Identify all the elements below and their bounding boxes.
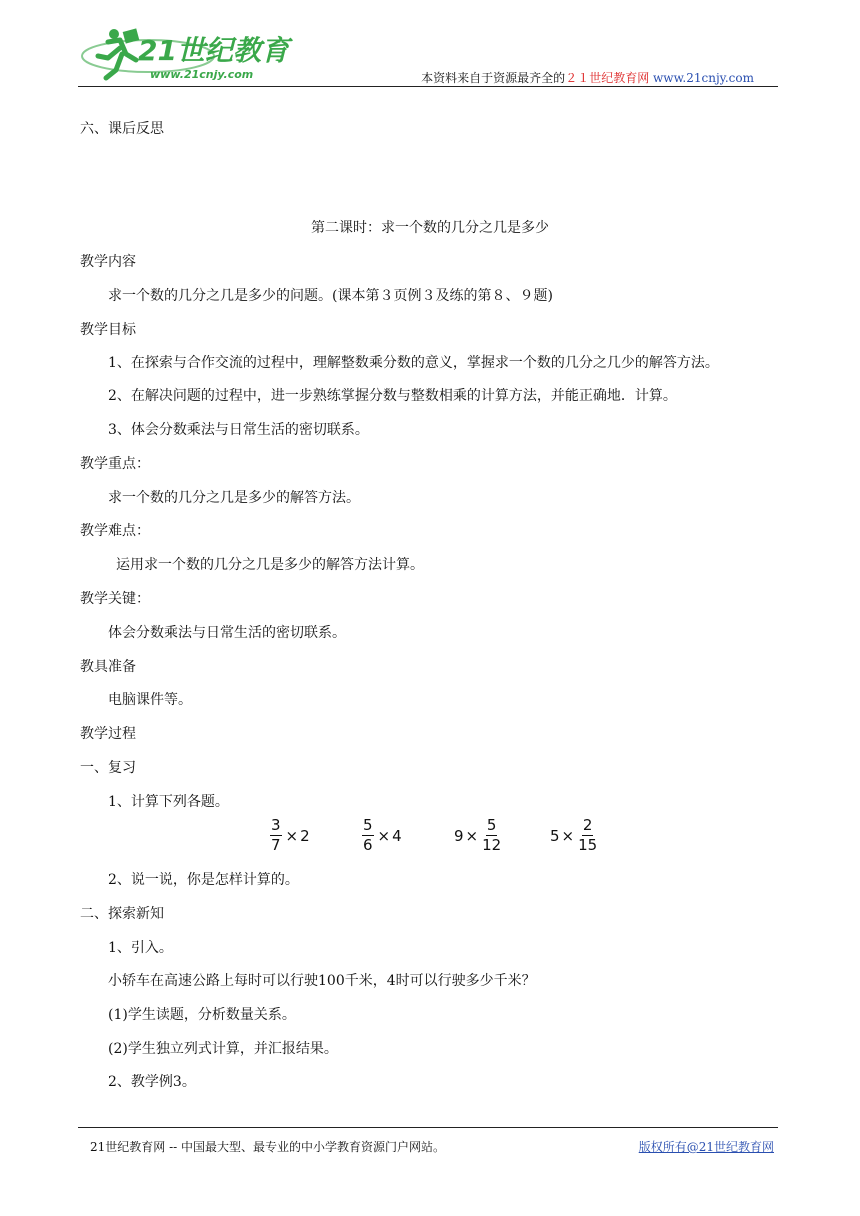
source-prefix: 本资料来自于资源最齐全的 (421, 71, 566, 85)
footer-tagline: 21世纪教育网 -- 中国最大型、最专业的中小学教育资源门户网站。 (90, 1140, 446, 1154)
source-site[interactable]: ２１世纪教育网 (565, 71, 650, 85)
explore-step-1: (1)学生读题，分析数量关系。 (108, 1007, 296, 1023)
copyright-link[interactable]: 版权所有@21世纪教育网 (638, 1140, 774, 1154)
multiply-sign: × (561, 826, 575, 845)
review-heading: 一、复习 (80, 760, 136, 776)
tools-heading: 教具准备 (80, 659, 136, 675)
page-header (78, 20, 778, 88)
goal-2: 2、在解决问题的过程中，进一步熟练掌握分数与整数相乘的计算方法，并能正确地．计算。 (108, 388, 677, 404)
source-url[interactable]: www.21cnjy.com (653, 71, 754, 85)
logo-text: 21世纪教育 (138, 34, 289, 67)
explore-item-1: 1、引入。 (108, 940, 173, 956)
content-heading: 教学内容 (80, 254, 136, 270)
formula-3 (454, 818, 503, 853)
integer: 9 (454, 826, 464, 845)
explore-item-2: 2、教学例3。 (108, 1074, 196, 1090)
lesson-title: 第二课时：求一个数的几分之几是多少 (311, 220, 549, 236)
review-item-1: 1、计算下列各题。 (108, 794, 229, 810)
integer: 4 (392, 826, 402, 845)
multiply-sign: × (465, 826, 479, 845)
logo-icon (78, 26, 308, 86)
goal-3: 3、体会分数乘法与日常生活的密切联系。 (108, 422, 369, 438)
process-heading: 教学过程 (80, 726, 136, 742)
crux-text: 体会分数乘法与日常生活的密切联系。 (108, 625, 346, 641)
goal-1: 1、在探索与合作交流的过程中，理解整数乘分数的意义，掌握求一个数的几分之几少的解答方法。 (108, 355, 719, 371)
footer-divider (78, 1127, 778, 1128)
explore-heading: 二、探索新知 (80, 906, 164, 922)
tools-text: 电脑课件等。 (108, 692, 192, 708)
explore-step-2: (2)学生独立列式计算，并汇报结果。 (108, 1041, 338, 1057)
header-divider (78, 86, 778, 87)
goals-heading: 教学目标 (80, 322, 136, 338)
review-item-2: 2、说一说，你是怎样计算的。 (108, 872, 299, 888)
explore-problem: 小轿车在高速公路上每时可以行驶100千米，4时可以行驶多少千米？ (108, 973, 536, 989)
fraction-denominator: 7 (271, 836, 281, 854)
key-text: 求一个数的几分之几是多少的解答方法。 (108, 490, 360, 506)
content-text: 求一个数的几分之几是多少的问题。(课本第３页例３及练的第８、９题) (108, 288, 553, 304)
source-note (421, 69, 754, 86)
difficulty-text: 运用求一个数的几分之几是多少的解答方法计算。 (116, 557, 424, 573)
integer: 2 (300, 826, 310, 845)
multiply-sign: × (377, 826, 391, 845)
formula-row (0, 818, 860, 858)
key-heading: 教学重点： (80, 456, 150, 472)
fraction-numerator: 3 (271, 816, 281, 834)
integer: 5 (550, 826, 560, 845)
formula-4 (550, 818, 599, 853)
reflection-heading: 六、课后反思 (80, 121, 164, 137)
crux-heading: 教学关键： (80, 591, 150, 607)
logo-url: www.21cnjy.com (150, 68, 254, 81)
fraction-denominator: 6 (363, 836, 373, 854)
fraction-numerator: 2 (582, 816, 593, 834)
multiply-sign: × (285, 826, 299, 845)
formula-2 (360, 818, 402, 853)
fraction-numerator: 5 (363, 816, 373, 834)
fraction-denominator: 15 (578, 836, 598, 854)
formula-1 (268, 818, 310, 853)
fraction-numerator: 5 (486, 816, 497, 834)
difficulty-heading: 教学难点： (80, 523, 150, 539)
fraction-denominator: 12 (482, 836, 502, 854)
